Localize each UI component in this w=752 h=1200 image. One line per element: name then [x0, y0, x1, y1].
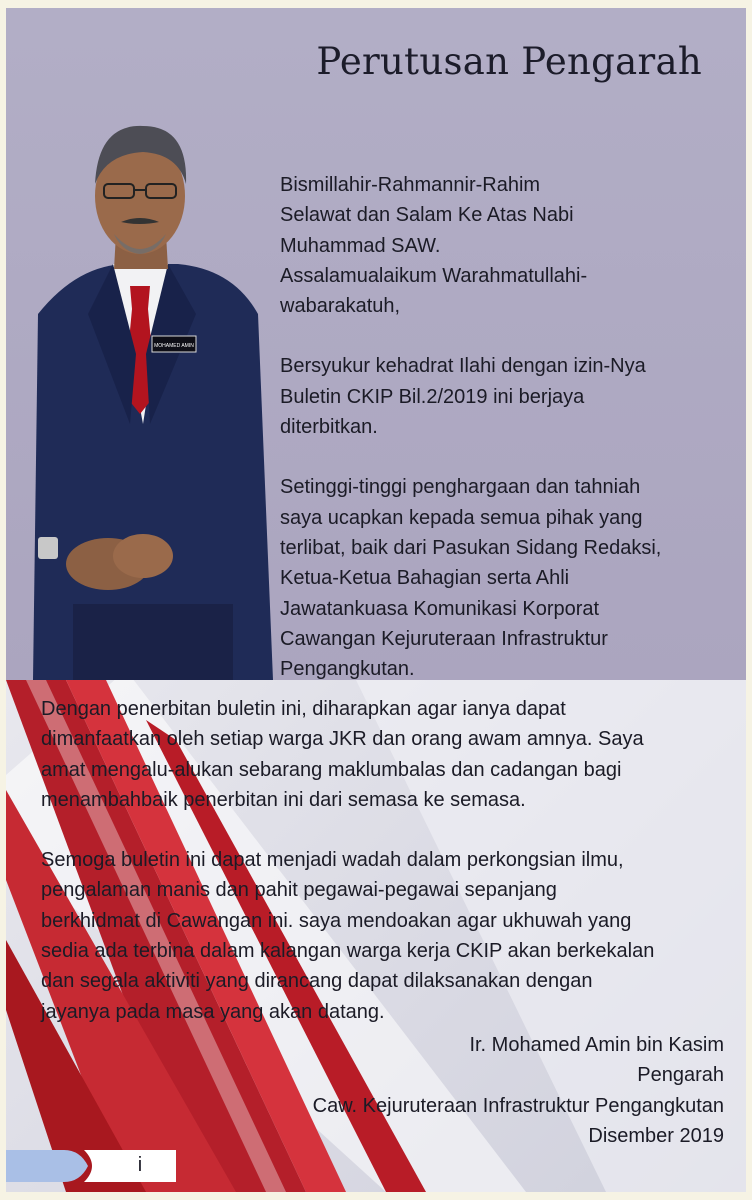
intro-section [280, 170, 730, 684]
greeting: Bismillahir-Rahmannir-Rahim Selawat dan Salam Ke Atas Nabi Muhammad SAW. Assalamualaikum Warahmatullahi- wabarakatuh, [280, 174, 588, 318]
page-number: i [137, 1154, 143, 1176]
paragraph-hope: Dengan penerbitan buletin ini, diharapkan agar ianya dapat dimanfaatkan oleh setiap warga JKR dan orang awam amnya. Saya amat mengalu-alukan sebarang maklumbalas dan cadangan bagi menambahbaik penerbitan ini dari semasa ke semasa. [41, 698, 644, 811]
page-number-tab [6, 1146, 186, 1186]
signature-block [313, 1030, 724, 1151]
director-portrait [18, 114, 280, 680]
page-title: Perutusan Pengarah [316, 40, 702, 83]
body-section [41, 694, 741, 1027]
paragraph-closing: Semoga buletin ini dapat menjadi wadah dalam perkongsian ilmu, pengalaman manis dan pahit pegawai-pegawai sepanjang berkhidmat di Cawangan ini. saya mendoakan agar ukhuwah yang sedia ada terbina dalam kalangan warga kerja CKIP akan berkekalan dan segala aktiviti yang dirancang dapat dilaksanakan dengan jayanya pada masa yang akan datang. [41, 849, 655, 1023]
signature-department: Caw. Kejuruteraan Infrastruktur Pengangkutan [312, 1094, 724, 1117]
signature-date: Disember 2019 [588, 1124, 724, 1147]
paragraph-thanks: Bersyukur kehadrat Ilahi dengan izin-Nya Buletin CKIP Bil.2/2019 ini berjaya diterbitkan. [280, 355, 646, 439]
paragraph-appreciation: Setinggi-tinggi penghargaan dan tahniah saya ucapkan kepada semua pihak yang terlibat, baik dari Pasukan Sidang Redaksi, Ketua-Ketua Bahagian serta Ahli Jawatankuasa Komunikasi Korporat Cawangan Kejuruteraan Infrastruktur Pengangkutan. [280, 476, 662, 681]
signature-name: Ir. Mohamed Amin bin Kasim [469, 1034, 724, 1056]
name-tag-text: MOHAMED AMIN [154, 343, 194, 349]
signature-position: Pengarah [637, 1064, 724, 1087]
page [6, 8, 746, 1192]
